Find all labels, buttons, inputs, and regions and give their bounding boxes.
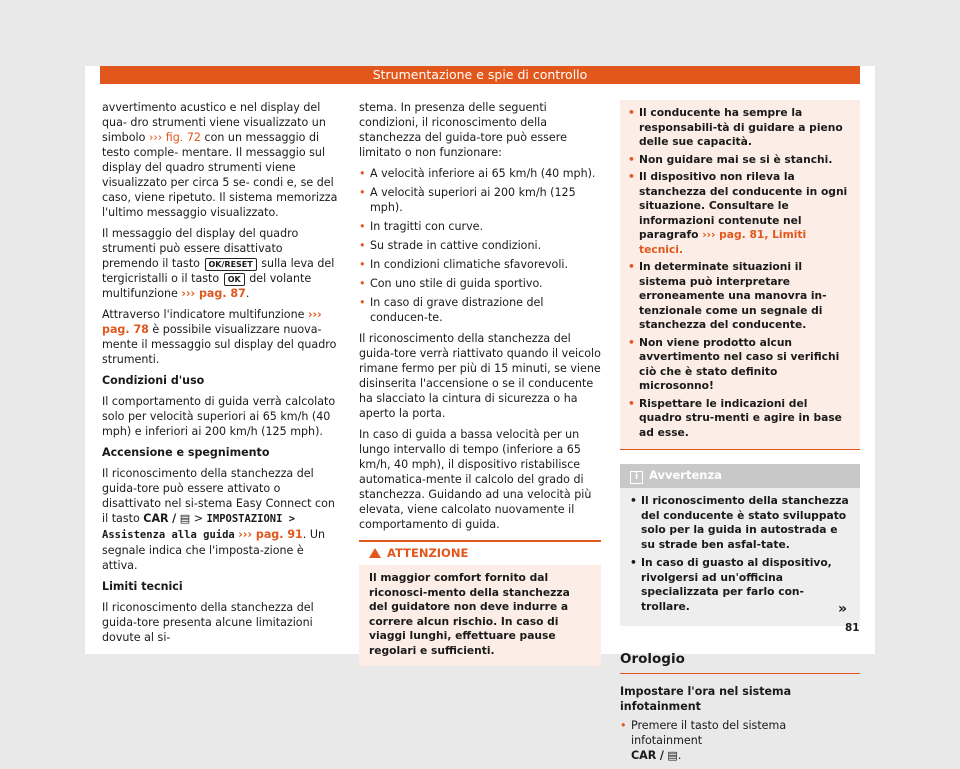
paragraph-c2-3: In caso di guida a bassa velocità per un lungo intervallo di tempo (inferiore a 65 km/h, 40 mph), il dispositivo ristabilisce automatica-mente il calcolo del grado di stanchezza. Guidando ad una velocità più elevata, viene calcolato nuovamente il comportamento di guida.: [359, 428, 592, 531]
page-link-91[interactable]: ››› pag. 91: [238, 528, 303, 541]
list-item: • A velocità superiori ai 200 km/h (125 mph).: [359, 186, 576, 214]
info-icon: i: [630, 471, 643, 484]
paragraph-6: Il riconoscimento della stanchezza del guida-tore presenta alcune limitazioni dovute al si-: [102, 601, 314, 644]
section-title: Orologio: [620, 652, 860, 674]
list-item: • A velocità inferiore ai 65 km/h (40 mph).: [359, 167, 596, 180]
warning-text: Il maggior comfort fornito dal riconosci-mento della stanchezza del guidatore non deve indurre a correre alcun rischio. In caso di viaggi lunghi, effettuare pause regolari e sufficienti.: [369, 571, 570, 657]
list-item: • In tragitti con curve.: [359, 220, 484, 233]
warning-triangle-icon: [369, 548, 381, 558]
page-header: Strumentazione e spie di controllo: [100, 66, 860, 84]
list-item: • Il conducente ha sempre la responsabili-tà di guidare a pieno delle sue capacità.: [628, 106, 843, 148]
list-item: • Rispettare le indicazioni del quadro stru-menti e agire in base ad esse.: [628, 396, 842, 439]
list-item: • In caso di guasto al dispositivo, rivolgersi ad un'officina specializzata per farlo con-trollare.: [630, 556, 832, 613]
page-link-87[interactable]: ››› pag. 87: [181, 287, 246, 300]
subheading-limits: Limiti tecnici: [102, 580, 183, 593]
conditions-list: [359, 166, 601, 325]
ok-key-icon: OK: [224, 273, 245, 286]
subheading-set-time: Impostare l'ora nel sistema infotainment: [620, 685, 792, 713]
warning-continued-box: [620, 100, 860, 450]
note-header: i Avvertenza: [620, 464, 860, 488]
list-item: • In determinate situazioni il sistema può interpretare erroneamente una manovra in-tenzionale come un segnale di stanchezza del conducente.: [628, 260, 827, 331]
paragraph-c2-2: Il riconoscimento della stanchezza del guida-tore verrà riattivato quando il veicolo rimane fermo per più di 15 minuti, se viene disinserita l'accensione o se il conducente ha slacciato la cintura di sicurezza o ha aperto la porta.: [359, 332, 601, 420]
subheading-onoff: Accensione e spegnimento: [102, 446, 270, 459]
warning-header: ATTENZIONE: [359, 541, 601, 565]
car-key-icon: CAR: [143, 512, 169, 525]
paragraph-1: avvertimento acustico e nel display del qua- dro strumenti viene visualizzato un simbolo ››› fig. 72 con un messaggio di testo comple- mentare. Il messaggio sul display del quadro strumenti viene visualizzato per circa 5 se- condi e, se del caso, viene ripetuto. Il sistema memorizza l'ultimo messaggio visualizzato.: [102, 101, 338, 219]
paragraph-4: Il comportamento di guida verrà calcolato solo per velocità superiori ai 65 km/h (40 mph) e inferiori ai 200 km/h (125 mph).: [102, 395, 336, 438]
list-item: • Il riconoscimento della stanchezza del conducente è stato sviluppato solo per la guida in autostrada e su strade ben asfal-tate.: [630, 494, 849, 551]
list-item: • In condizioni climatiche sfavorevoli.: [359, 258, 569, 271]
page-link-81[interactable]: ››› pag. 81, Limiti tecnici.: [639, 228, 807, 256]
menu-icon: ▤: [179, 512, 191, 525]
column-1: [102, 100, 342, 651]
list-item: • Non viene prodotto alcun avvertimento nel caso si verifichi ciò che è stato definito microsonno!: [628, 335, 840, 392]
page-number: 81: [845, 622, 860, 634]
list-item: • In caso di grave distrazione del conducen-te.: [359, 296, 544, 324]
list-item: • Premere il tasto del sistema infotainment CAR / ▤.: [620, 719, 787, 762]
paragraph-c2-1: stema. In presenza delle seguenti condizioni, il riconoscimento della stanchezza del guida-tore può essere limitato o non funzionare:: [359, 101, 567, 159]
menu-icon: ▤: [667, 749, 678, 762]
fig-link[interactable]: ››› fig. 72: [148, 131, 201, 144]
note-box: [620, 464, 860, 626]
column-2: [359, 100, 601, 666]
menu-path: IMPOSTAZIONI > Assistenza alla guida: [102, 513, 296, 541]
okreset-key-icon: OK/RESET: [205, 258, 257, 271]
list-item: • Non guidare mai se si è stanchi.: [628, 152, 833, 166]
note-body: [620, 488, 860, 626]
list-item: • Su strade in cattive condizioni.: [359, 239, 542, 252]
subheading-conditions: Condizioni d'uso: [102, 374, 205, 387]
page-link-78[interactable]: ››› pag. 78: [102, 308, 322, 336]
list-item: • Con uno stile di guida sportivo.: [359, 277, 543, 290]
warning-box: [359, 540, 601, 666]
list-item: • Il dispositivo non rileva la stanchezza del conducente in ogni situazione. Consultare le informazioni contenute nel paragrafo ››› pag. 81, Limiti tecnici.: [628, 170, 848, 256]
car-key-icon: CAR: [631, 749, 657, 762]
continue-mark: »: [838, 601, 848, 617]
paragraph-2: Il messaggio del display del quadro strumenti può essere disattivato premendo il tasto OK/RESET sulla leva del tergicristalli o il tasto OK del volante multifunzione ››› pag. 87.: [102, 227, 335, 300]
paragraph-3: Attraverso l'indicatore multifunzione ››› pag. 78 è possibile visualizzare nuova-mente il messaggio sul display del quadro strumenti.: [102, 308, 337, 366]
column-3: [620, 100, 860, 769]
paragraph-5: Il riconoscimento della stanchezza del guida-tore può essere attivato o disattivato nel si-stema Easy Connect con il tasto CAR / ▤ > IMPOSTAZIONI > Assistenza alla guida ››› pag. 91. Un segnale indica che l'imposta-zione è attiva.: [102, 467, 335, 572]
